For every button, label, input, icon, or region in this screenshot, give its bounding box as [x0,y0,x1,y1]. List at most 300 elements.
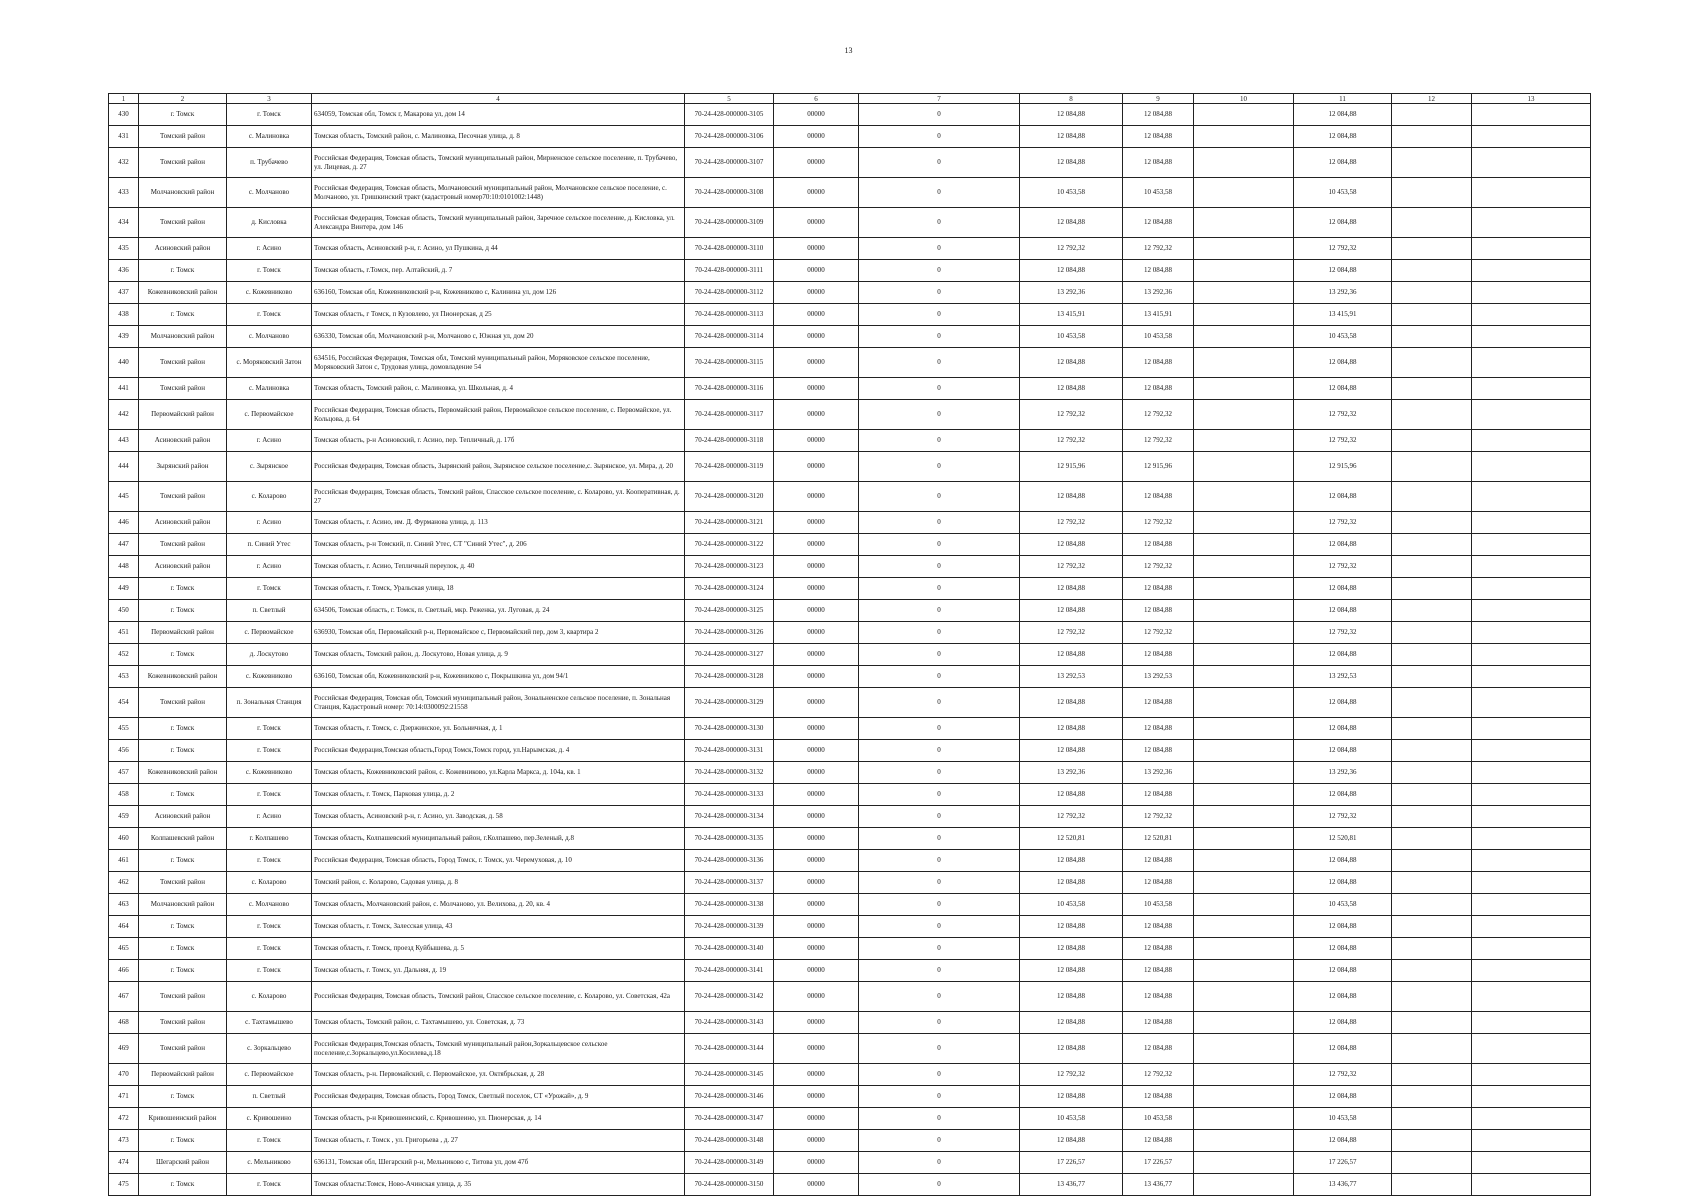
district-cell: Томский район [139,148,227,178]
code-cell: 70-24-428-000000-3148 [685,1130,774,1152]
flag-cell: 0 [859,304,1020,326]
amount-cell: 12 084,88 [1020,740,1123,762]
amount-cell: 12 792,32 [1020,1064,1123,1086]
empty-cell [1194,178,1294,208]
row-number: 459 [109,806,139,828]
column-header: 12 [1392,94,1472,104]
row-number: 445 [109,482,139,512]
district-cell: Кожевниковский район [139,666,227,688]
locality-cell: с. Молчаново [227,894,312,916]
address-cell: Томская область, г.Томск, пер. Алтайский, д. 7 [312,260,685,282]
empty-cell [1472,148,1591,178]
zeros-cell: 00000 [774,644,859,666]
empty-cell [1392,688,1472,718]
address-cell: 636160, Томская обл, Кожевниковский р-н, Кожевниково с, Калинина ул, дом 126 [312,282,685,304]
district-cell: г. Томск [139,600,227,622]
amount-cell: 12 084,88 [1020,960,1123,982]
row-number: 433 [109,178,139,208]
amount-cell: 12 084,88 [1294,600,1392,622]
address-cell: Томская область, г. Томск, с. Дзержинское, ул. Больничная, д. 1 [312,718,685,740]
code-cell: 70-24-428-000000-3111 [685,260,774,282]
amount-cell: 12 792,32 [1020,556,1123,578]
locality-cell: г. Томск [227,850,312,872]
flag-cell: 0 [859,784,1020,806]
empty-cell [1392,430,1472,452]
zeros-cell: 00000 [774,762,859,784]
locality-cell: д. Лоскутово [227,644,312,666]
flag-cell: 0 [859,740,1020,762]
zeros-cell: 00000 [774,828,859,850]
amount-cell: 12 084,88 [1294,148,1392,178]
amount-cell: 12 084,88 [1123,1086,1194,1108]
flag-cell: 0 [859,452,1020,482]
amount-cell: 13 436,77 [1123,1174,1194,1196]
flag-cell: 0 [859,1108,1020,1130]
amount-cell: 10 453,58 [1294,1108,1392,1130]
flag-cell: 0 [859,872,1020,894]
locality-cell: г. Асино [227,806,312,828]
row-number: 448 [109,556,139,578]
address-cell: Томская область, р-н Томский, п. Синий Утес, СТ "Синий Утес", д. 206 [312,534,685,556]
amount-cell: 13 292,36 [1020,282,1123,304]
amount-cell: 12 084,88 [1123,872,1194,894]
amount-cell: 12 084,88 [1020,916,1123,938]
amount-cell: 12 084,88 [1294,784,1392,806]
district-cell: г. Томск [139,784,227,806]
empty-cell [1194,126,1294,148]
district-cell: г. Томск [139,104,227,126]
column-header: 8 [1020,94,1123,104]
flag-cell: 0 [859,600,1020,622]
address-cell: Российская Федерация, Томская область, Первомайский район, Первомайское сельское поселение, с. Первомайское, ул. Кольцова, д. 64 [312,400,685,430]
table-row [109,348,1591,378]
code-cell: 70-24-428-000000-3123 [685,556,774,578]
address-cell: 634506, Томская область, г. Томск, п. Светлый, мкр. Реженка, ул. Луговая, д. 24 [312,600,685,622]
zeros-cell: 00000 [774,938,859,960]
code-cell: 70-24-428-000000-3121 [685,512,774,534]
amount-cell: 12 084,88 [1123,960,1194,982]
table-body [109,104,1591,1196]
empty-cell [1392,126,1472,148]
amount-cell: 13 415,91 [1294,304,1392,326]
row-number: 473 [109,1130,139,1152]
empty-cell [1392,534,1472,556]
district-cell: Томский район [139,208,227,238]
flag-cell: 0 [859,666,1020,688]
empty-cell [1194,806,1294,828]
amount-cell: 12 084,88 [1020,688,1123,718]
amount-cell: 12 084,88 [1123,784,1194,806]
address-cell: Российская Федерация, Томская область, Томский район, Спасское сельское поселение, с. Коларово, ул. Советская, 42а [312,982,685,1012]
empty-cell [1194,938,1294,960]
amount-cell: 12 792,32 [1294,556,1392,578]
amount-cell: 12 084,88 [1020,938,1123,960]
empty-cell [1472,238,1591,260]
amount-cell: 12 792,32 [1020,400,1123,430]
locality-cell: с. Тахтамышево [227,1012,312,1034]
district-cell: Первомайский район [139,400,227,430]
address-cell: Томская область, Кожевниковский район, с. Кожевниково, ул.Карла Маркса, д. 104а, кв. 1 [312,762,685,784]
address-cell: Российская Федерация, Томская область, Город Томск, Светлый поселок, СТ «Урожай», д. 9 [312,1086,685,1108]
empty-cell [1472,1130,1591,1152]
amount-cell: 12 084,88 [1020,872,1123,894]
empty-cell [1194,850,1294,872]
empty-cell [1392,452,1472,482]
table-row [109,894,1591,916]
flag-cell: 0 [859,850,1020,872]
table-row [109,806,1591,828]
code-cell: 70-24-428-000000-3138 [685,894,774,916]
row-number: 466 [109,960,139,982]
address-cell: Российская Федерация,Томская область, Томский муниципальный район,Зоркальцевское сельское поселение,с.Зоркальцево,ул.Косилева,д.18 [312,1034,685,1064]
empty-cell [1194,430,1294,452]
district-cell: г. Томск [139,260,227,282]
zeros-cell: 00000 [774,1034,859,1064]
empty-cell [1194,762,1294,784]
empty-cell [1392,938,1472,960]
locality-cell: с. Кривошеино [227,1108,312,1130]
column-header: 7 [859,94,1020,104]
district-cell: Первомайский район [139,622,227,644]
empty-cell [1472,208,1591,238]
code-cell: 70-24-428-000000-3120 [685,482,774,512]
row-number: 436 [109,260,139,282]
locality-cell: г. Томск [227,1130,312,1152]
row-number: 463 [109,894,139,916]
code-cell: 70-24-428-000000-3144 [685,1034,774,1064]
flag-cell: 0 [859,960,1020,982]
row-number: 458 [109,784,139,806]
district-cell: Асиновский район [139,512,227,534]
amount-cell: 12 792,32 [1123,806,1194,828]
flag-cell: 0 [859,916,1020,938]
row-number: 474 [109,1152,139,1174]
empty-cell [1194,534,1294,556]
table-row [109,304,1591,326]
code-cell: 70-24-428-000000-3124 [685,578,774,600]
amount-cell: 13 292,53 [1020,666,1123,688]
district-cell: Томский район [139,534,227,556]
row-number: 438 [109,304,139,326]
table-row [109,430,1591,452]
locality-cell: г. Томск [227,104,312,126]
table-row [109,740,1591,762]
amount-cell: 12 084,88 [1294,850,1392,872]
table-row [109,512,1591,534]
amount-cell: 12 084,88 [1123,578,1194,600]
row-number: 443 [109,430,139,452]
address-cell: 634059, Томская обл, Томск г, Макарова ул, дом 14 [312,104,685,126]
code-cell: 70-24-428-000000-3119 [685,452,774,482]
code-cell: 70-24-428-000000-3107 [685,148,774,178]
locality-cell: с. Молчаново [227,178,312,208]
flag-cell: 0 [859,1012,1020,1034]
amount-cell: 12 084,88 [1123,126,1194,148]
zeros-cell: 00000 [774,688,859,718]
district-cell: Томский район [139,126,227,148]
row-number: 432 [109,148,139,178]
locality-cell: с. Кожевниково [227,282,312,304]
zeros-cell: 00000 [774,916,859,938]
column-header: 13 [1472,94,1591,104]
table-row [109,1086,1591,1108]
empty-cell [1194,260,1294,282]
row-number: 439 [109,326,139,348]
address-cell: Томская область, г Томск, п Кузовлево, ул Пионерская, д 25 [312,304,685,326]
locality-cell: с. Коларово [227,872,312,894]
amount-cell: 12 084,88 [1294,916,1392,938]
amount-cell: 12 084,88 [1294,104,1392,126]
empty-cell [1392,326,1472,348]
locality-cell: с. Первомайское [227,622,312,644]
code-cell: 70-24-428-000000-3147 [685,1108,774,1130]
table-row [109,208,1591,238]
code-cell: 70-24-428-000000-3137 [685,872,774,894]
amount-cell: 17 226,57 [1020,1152,1123,1174]
flag-cell: 0 [859,260,1020,282]
row-number: 452 [109,644,139,666]
table-row [109,326,1591,348]
code-cell: 70-24-428-000000-3149 [685,1152,774,1174]
address-cell: Томская область, р-н Асиновский, г. Асино, пер. Тепличный, д. 17б [312,430,685,452]
empty-cell [1472,126,1591,148]
district-cell: Томский район [139,688,227,718]
empty-cell [1472,512,1591,534]
locality-cell: с. Первомайское [227,400,312,430]
flag-cell: 0 [859,1086,1020,1108]
code-cell: 70-24-428-000000-3131 [685,740,774,762]
empty-cell [1392,740,1472,762]
address-cell: Томский район, с. Коларово, Садовая улица, д. 8 [312,872,685,894]
code-cell: 70-24-428-000000-3118 [685,430,774,452]
empty-cell [1194,104,1294,126]
address-cell: Томская область, Томский район, д. Лоскутово, Новая улица, д. 9 [312,644,685,666]
flag-cell: 0 [859,430,1020,452]
district-cell: Зырянский район [139,452,227,482]
empty-cell [1392,1086,1472,1108]
empty-cell [1392,872,1472,894]
row-number: 462 [109,872,139,894]
district-cell: Томский район [139,348,227,378]
amount-cell: 12 084,88 [1020,1034,1123,1064]
empty-cell [1194,740,1294,762]
code-cell: 70-24-428-000000-3139 [685,916,774,938]
district-cell: Кривошеинский район [139,1108,227,1130]
flag-cell: 0 [859,1034,1020,1064]
table-row [109,282,1591,304]
locality-cell: г. Асино [227,238,312,260]
zeros-cell: 00000 [774,208,859,238]
empty-cell [1472,326,1591,348]
table-row [109,104,1591,126]
code-cell: 70-24-428-000000-3125 [685,600,774,622]
zeros-cell: 00000 [774,718,859,740]
table-row [109,622,1591,644]
amount-cell: 13 292,53 [1294,666,1392,688]
empty-cell [1392,828,1472,850]
row-number: 444 [109,452,139,482]
registry-table [108,93,1591,1196]
row-number: 467 [109,982,139,1012]
district-cell: Первомайский район [139,1064,227,1086]
empty-cell [1194,1064,1294,1086]
column-header: 10 [1194,94,1294,104]
zeros-cell: 00000 [774,326,859,348]
empty-cell [1472,622,1591,644]
amount-cell: 10 453,58 [1294,894,1392,916]
amount-cell: 12 084,88 [1020,1012,1123,1034]
table-row [109,762,1591,784]
amount-cell: 13 436,77 [1294,1174,1392,1196]
empty-cell [1472,1064,1591,1086]
table-row [109,938,1591,960]
flag-cell: 0 [859,556,1020,578]
address-cell: Российская Федерация, Томская обл, Томский муниципальный район, Зональненское сельское поселение, п. Зональная Станция, Кадастровый номер: 70:14:0300092:21558 [312,688,685,718]
empty-cell [1472,938,1591,960]
amount-cell: 12 084,88 [1294,578,1392,600]
amount-cell: 12 084,88 [1294,872,1392,894]
address-cell: Российская Федерация, Томская область, Томский район, Спасское сельское поселение, с. Коларово, ул. Кооперативная, д. 27 [312,482,685,512]
locality-cell: г. Томск [227,960,312,982]
zeros-cell: 00000 [774,578,859,600]
flag-cell: 0 [859,578,1020,600]
district-cell: Томский район [139,982,227,1012]
locality-cell: г. Колпашево [227,828,312,850]
amount-cell: 13 415,91 [1123,304,1194,326]
amount-cell: 12 084,88 [1294,960,1392,982]
empty-cell [1392,982,1472,1012]
amount-cell: 12 084,88 [1294,378,1392,400]
empty-cell [1472,1108,1591,1130]
empty-cell [1472,850,1591,872]
zeros-cell: 00000 [774,260,859,282]
table-row [109,178,1591,208]
code-cell: 70-24-428-000000-3106 [685,126,774,148]
empty-cell [1472,894,1591,916]
empty-cell [1194,666,1294,688]
empty-cell [1472,666,1591,688]
amount-cell: 13 436,77 [1020,1174,1123,1196]
locality-cell: п. Синий Утес [227,534,312,556]
empty-cell [1392,1012,1472,1034]
column-header: 5 [685,94,774,104]
amount-cell: 12 084,88 [1020,1086,1123,1108]
amount-cell: 12 792,32 [1123,430,1194,452]
empty-cell [1194,622,1294,644]
locality-cell: г. Томск [227,260,312,282]
empty-cell [1194,644,1294,666]
district-cell: г. Томск [139,960,227,982]
zeros-cell: 00000 [774,666,859,688]
row-number: 430 [109,104,139,126]
amount-cell: 12 084,88 [1020,784,1123,806]
amount-cell: 10 453,58 [1020,326,1123,348]
empty-cell [1472,534,1591,556]
empty-cell [1194,482,1294,512]
code-cell: 70-24-428-000000-3109 [685,208,774,238]
district-cell: Асиновский район [139,556,227,578]
column-header: 2 [139,94,227,104]
amount-cell: 12 084,88 [1294,644,1392,666]
empty-cell [1472,1152,1591,1174]
empty-cell [1392,104,1472,126]
empty-cell [1392,784,1472,806]
table-row [109,644,1591,666]
row-number: 464 [109,916,139,938]
flag-cell: 0 [859,1064,1020,1086]
district-cell: Молчановский район [139,178,227,208]
empty-cell [1392,1130,1472,1152]
table-row [109,482,1591,512]
amount-cell: 12 084,88 [1020,850,1123,872]
amount-cell: 12 792,32 [1294,806,1392,828]
address-cell: 636930, Томская обл, Первомайский р-н, Первомайское с, Первомайский пер, дом 3, квартира 2 [312,622,685,644]
table-row [109,534,1591,556]
zeros-cell: 00000 [774,894,859,916]
flag-cell: 0 [859,534,1020,556]
amount-cell: 10 453,58 [1294,178,1392,208]
locality-cell: г. Томск [227,304,312,326]
amount-cell: 12 084,88 [1123,1034,1194,1064]
zeros-cell: 00000 [774,400,859,430]
empty-cell [1472,916,1591,938]
flag-cell: 0 [859,348,1020,378]
address-cell: Томская область, г. Асино, Тепличный переулок, д. 40 [312,556,685,578]
empty-cell [1472,304,1591,326]
locality-cell: г. Томск [227,938,312,960]
amount-cell: 12 084,88 [1294,534,1392,556]
address-cell: 634516, Российская Федерация, Томская обл, Томский муниципальный район, Моряковское сельское поселение, Моряковский Затон с, Трудовая улица, домовладение 54 [312,348,685,378]
table-row [109,688,1591,718]
amount-cell: 13 415,91 [1020,304,1123,326]
address-cell: Российская Федерация,Томская область,Город Томск,Томск город, ул.Нарымская, д. 4 [312,740,685,762]
empty-cell [1392,850,1472,872]
address-cell: Томская область, г. Томск , ул. Григорьева , д. 27 [312,1130,685,1152]
locality-cell: г. Асино [227,512,312,534]
amount-cell: 12 915,96 [1020,452,1123,482]
amount-cell: 12 792,32 [1294,622,1392,644]
empty-cell [1392,482,1472,512]
empty-cell [1392,644,1472,666]
empty-cell [1392,282,1472,304]
zeros-cell: 00000 [774,872,859,894]
empty-cell [1194,1152,1294,1174]
locality-cell: с. Мельниково [227,1152,312,1174]
empty-cell [1194,784,1294,806]
amount-cell: 12 792,32 [1294,238,1392,260]
amount-cell: 12 084,88 [1123,600,1194,622]
column-header: 6 [774,94,859,104]
amount-cell: 10 453,58 [1123,326,1194,348]
district-cell: Шегарский район [139,1152,227,1174]
locality-cell: с. Кожевниково [227,666,312,688]
address-cell: Томская областьг.Томск, Ново-Ачинская улица, д. 35 [312,1174,685,1196]
empty-cell [1472,740,1591,762]
empty-cell [1392,894,1472,916]
district-cell: Молчановский район [139,326,227,348]
flag-cell: 0 [859,512,1020,534]
code-cell: 70-24-428-000000-3112 [685,282,774,304]
empty-cell [1392,304,1472,326]
amount-cell: 12 084,88 [1020,148,1123,178]
amount-cell: 12 084,88 [1123,688,1194,718]
table-row [109,850,1591,872]
flag-cell: 0 [859,238,1020,260]
zeros-cell: 00000 [774,348,859,378]
zeros-cell: 00000 [774,740,859,762]
flag-cell: 0 [859,378,1020,400]
empty-cell [1392,1034,1472,1064]
